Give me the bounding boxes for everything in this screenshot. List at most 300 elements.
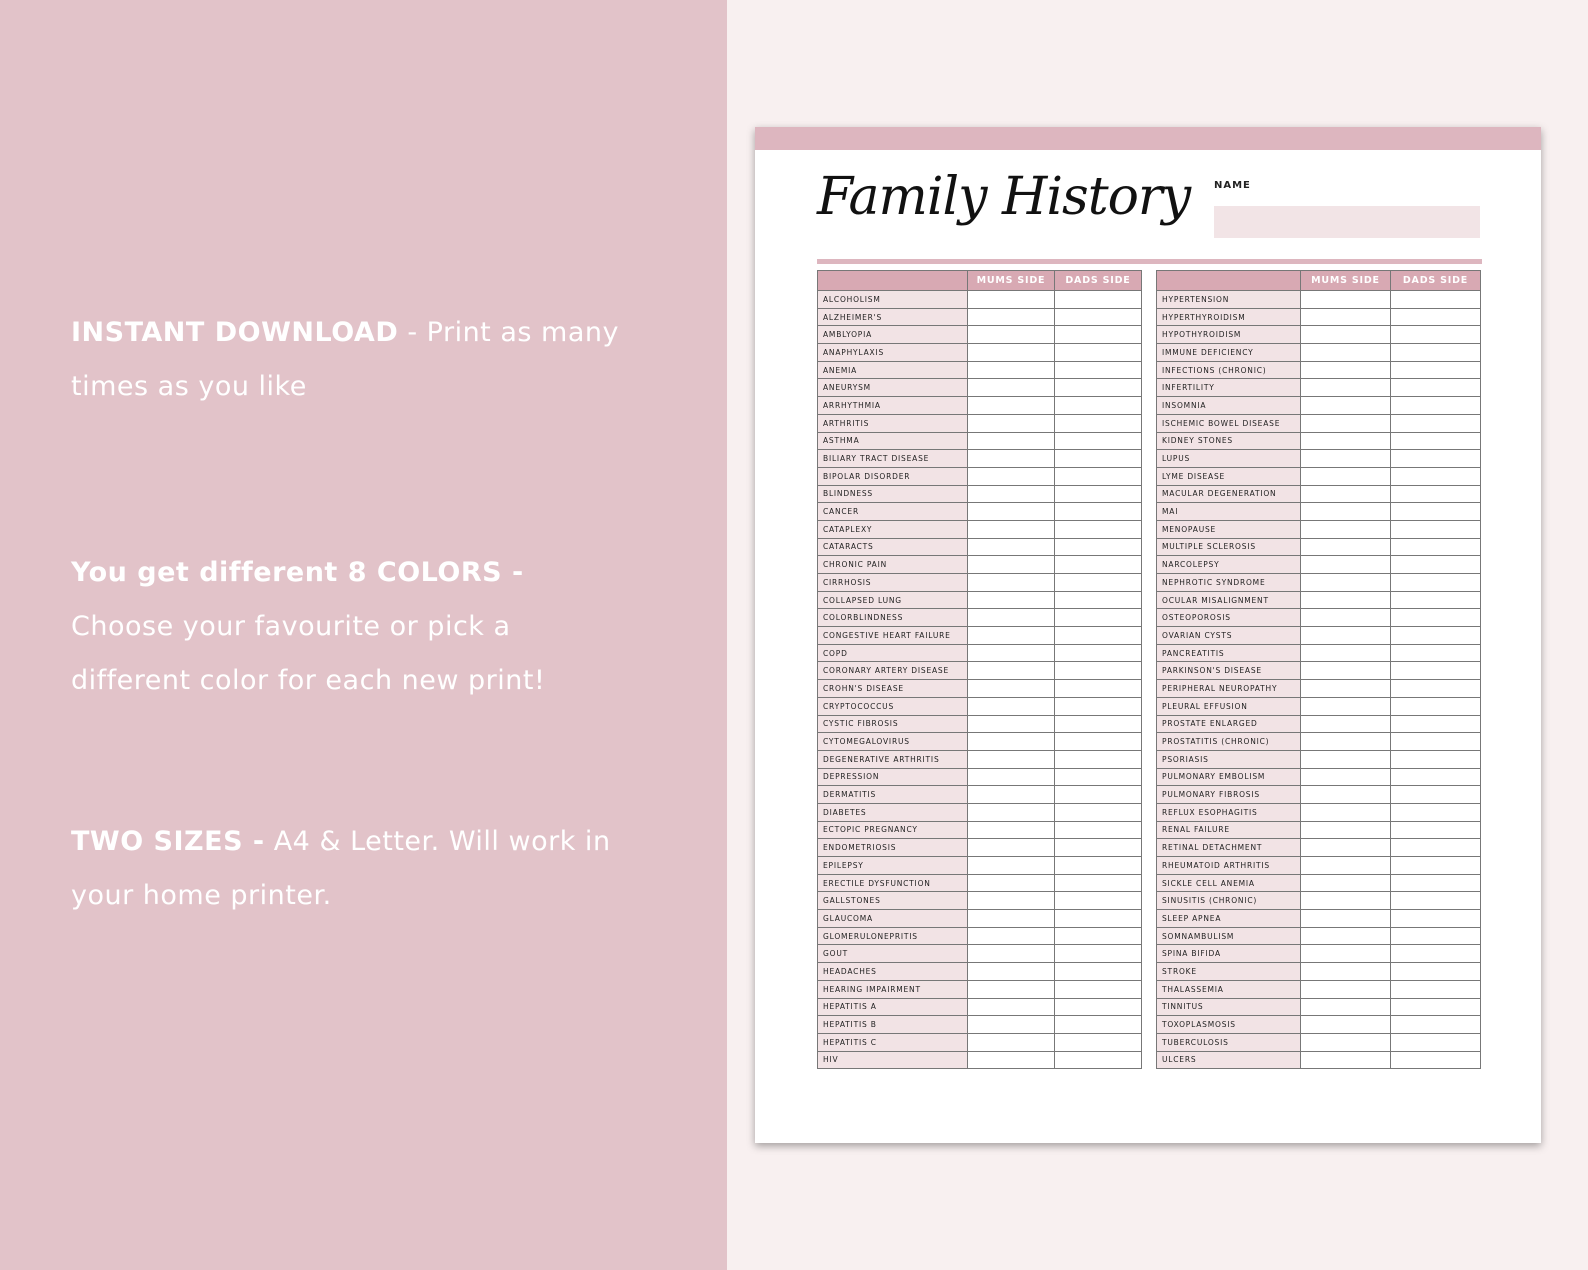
mums-side-cell[interactable] <box>1301 803 1391 821</box>
condition-label: CORONARY ARTERY DISEASE <box>818 662 968 680</box>
condition-label: INFERTILITY <box>1157 379 1301 397</box>
dads-side-cell[interactable] <box>1055 803 1142 821</box>
table-row <box>818 927 1142 945</box>
condition-label: BILIARY TRACT DISEASE <box>818 450 968 468</box>
dads-side-cell[interactable] <box>1391 697 1481 715</box>
mums-side-cell[interactable] <box>968 520 1055 538</box>
dads-side-cell[interactable] <box>1391 538 1481 556</box>
condition-label: ISCHEMIC BOWEL DISEASE <box>1157 414 1301 432</box>
table-row <box>1157 644 1481 662</box>
mums-side-cell[interactable] <box>1301 574 1391 592</box>
promo-colors-title: You get different 8 COLORS - <box>71 557 524 588</box>
dads-side-cell[interactable] <box>1055 520 1142 538</box>
header-mums-side: MUMS SIDE <box>1301 271 1391 291</box>
dads-side-cell[interactable] <box>1055 750 1142 768</box>
dads-side-cell[interactable] <box>1055 344 1142 362</box>
mums-side-cell[interactable] <box>968 308 1055 326</box>
dads-side-cell[interactable] <box>1055 733 1142 751</box>
table-row <box>818 432 1142 450</box>
mums-side-cell[interactable] <box>968 803 1055 821</box>
table-row <box>1157 627 1481 645</box>
condition-label: NEPHROTIC SYNDROME <box>1157 574 1301 592</box>
mums-side-cell[interactable] <box>1301 945 1391 963</box>
mums-side-cell[interactable] <box>968 414 1055 432</box>
mums-side-cell[interactable] <box>1301 857 1391 875</box>
dads-side-cell[interactable] <box>1055 379 1142 397</box>
condition-label: PANCREATITIS <box>1157 644 1301 662</box>
dads-side-cell[interactable] <box>1391 344 1481 362</box>
mums-side-cell[interactable] <box>1301 1016 1391 1034</box>
mums-side-cell[interactable] <box>968 574 1055 592</box>
mums-side-cell[interactable] <box>1301 644 1391 662</box>
printable-sheet <box>755 127 1541 1143</box>
table-row <box>818 344 1142 362</box>
mums-side-cell[interactable] <box>968 538 1055 556</box>
dads-side-cell[interactable] <box>1391 927 1481 945</box>
condition-label: HEARING IMPAIRMENT <box>818 980 968 998</box>
dads-side-cell[interactable] <box>1055 1051 1142 1069</box>
mums-side-cell[interactable] <box>1301 662 1391 680</box>
table-row <box>818 821 1142 839</box>
table-row <box>818 485 1142 503</box>
dads-side-cell[interactable] <box>1391 1033 1481 1051</box>
condition-label: CONGESTIVE HEART FAILURE <box>818 627 968 645</box>
dads-side-cell[interactable] <box>1391 414 1481 432</box>
condition-label: INFECTIONS (CHRONIC) <box>1157 361 1301 379</box>
table-row <box>818 1033 1142 1051</box>
mums-side-cell[interactable] <box>968 821 1055 839</box>
mums-side-cell[interactable] <box>968 291 1055 309</box>
mums-side-cell[interactable] <box>1301 697 1391 715</box>
table-row <box>1157 874 1481 892</box>
dads-side-cell[interactable] <box>1055 662 1142 680</box>
dads-side-cell[interactable] <box>1391 485 1481 503</box>
dads-side-cell[interactable] <box>1055 945 1142 963</box>
dads-side-cell[interactable] <box>1391 963 1481 981</box>
mums-side-cell[interactable] <box>968 326 1055 344</box>
dads-side-cell[interactable] <box>1055 467 1142 485</box>
table-row <box>818 591 1142 609</box>
condition-label: SINUSITIS (CHRONIC) <box>1157 892 1301 910</box>
dads-side-cell[interactable] <box>1391 644 1481 662</box>
dads-side-cell[interactable] <box>1055 432 1142 450</box>
table-row <box>818 733 1142 751</box>
dads-side-cell[interactable] <box>1055 892 1142 910</box>
condition-label: CATARACTS <box>818 538 968 556</box>
mums-side-cell[interactable] <box>968 998 1055 1016</box>
title-divider <box>817 259 1482 264</box>
mums-side-cell[interactable] <box>1301 839 1391 857</box>
dads-side-cell[interactable] <box>1391 1051 1481 1069</box>
dads-side-cell[interactable] <box>1055 450 1142 468</box>
dads-side-cell[interactable] <box>1055 308 1142 326</box>
mums-side-cell[interactable] <box>1301 927 1391 945</box>
mums-side-cell[interactable] <box>968 361 1055 379</box>
condition-label: BLINDNESS <box>818 485 968 503</box>
dads-side-cell[interactable] <box>1055 503 1142 521</box>
condition-label: COLORBLINDNESS <box>818 609 968 627</box>
mums-side-cell[interactable] <box>1301 556 1391 574</box>
table-row <box>1157 892 1481 910</box>
promo-sizes <box>71 815 631 923</box>
dads-side-cell[interactable] <box>1391 768 1481 786</box>
condition-label: STROKE <box>1157 963 1301 981</box>
mums-side-cell[interactable] <box>1301 963 1391 981</box>
condition-label: CANCER <box>818 503 968 521</box>
mums-side-cell[interactable] <box>968 627 1055 645</box>
mums-side-cell[interactable] <box>968 556 1055 574</box>
condition-label: IMMUNE DEFICIENCY <box>1157 344 1301 362</box>
table-row <box>818 467 1142 485</box>
promo-colors <box>71 546 631 708</box>
dads-side-cell[interactable] <box>1391 786 1481 804</box>
dads-side-cell[interactable] <box>1391 874 1481 892</box>
mums-side-cell[interactable] <box>1301 998 1391 1016</box>
dads-side-cell[interactable] <box>1055 574 1142 592</box>
table-row <box>1157 609 1481 627</box>
table-row <box>818 1051 1142 1069</box>
dads-side-cell[interactable] <box>1055 556 1142 574</box>
mums-side-cell[interactable] <box>1301 308 1391 326</box>
table-row <box>818 379 1142 397</box>
dads-side-cell[interactable] <box>1055 361 1142 379</box>
dads-side-cell[interactable] <box>1055 874 1142 892</box>
table-row <box>1157 1033 1481 1051</box>
conditions-table-right <box>1156 270 1481 1069</box>
dads-side-cell[interactable] <box>1391 857 1481 875</box>
condition-label: DEPRESSION <box>818 768 968 786</box>
mums-side-cell[interactable] <box>1301 591 1391 609</box>
table-row <box>1157 998 1481 1016</box>
mums-side-cell[interactable] <box>968 786 1055 804</box>
table-row <box>818 662 1142 680</box>
mums-side-cell[interactable] <box>1301 910 1391 928</box>
condition-label: MAI <box>1157 503 1301 521</box>
mums-side-cell[interactable] <box>968 397 1055 415</box>
dads-side-cell[interactable] <box>1391 803 1481 821</box>
mums-side-cell[interactable] <box>968 768 1055 786</box>
condition-label: ALZHEIMER'S <box>818 308 968 326</box>
condition-label: REFLUX ESOPHAGITIS <box>1157 803 1301 821</box>
name-label: NAME <box>1214 180 1251 191</box>
name-field[interactable] <box>1214 206 1480 238</box>
mums-side-cell[interactable] <box>968 644 1055 662</box>
dads-side-cell[interactable] <box>1391 821 1481 839</box>
mums-side-cell[interactable] <box>968 857 1055 875</box>
table-row <box>1157 910 1481 928</box>
dads-side-cell[interactable] <box>1055 609 1142 627</box>
promo-instant-download-text: - Print as many times as you like <box>71 317 619 402</box>
condition-label: HYPOTHYROIDISM <box>1157 326 1301 344</box>
condition-label: HEPATITIS B <box>818 1016 968 1034</box>
condition-label: ULCERS <box>1157 1051 1301 1069</box>
dads-side-cell[interactable] <box>1391 945 1481 963</box>
table-row <box>818 450 1142 468</box>
mums-side-cell[interactable] <box>968 874 1055 892</box>
dads-side-cell[interactable] <box>1391 432 1481 450</box>
mums-side-cell[interactable] <box>968 980 1055 998</box>
dads-side-cell[interactable] <box>1055 839 1142 857</box>
dads-side-cell[interactable] <box>1391 361 1481 379</box>
condition-label: CHRONIC PAIN <box>818 556 968 574</box>
table-row <box>1157 927 1481 945</box>
condition-label: SOMNAMBULISM <box>1157 927 1301 945</box>
mums-side-cell[interactable] <box>1301 680 1391 698</box>
mums-side-cell[interactable] <box>968 750 1055 768</box>
mums-side-cell[interactable] <box>1301 326 1391 344</box>
condition-label: PULMONARY FIBROSIS <box>1157 786 1301 804</box>
dads-side-cell[interactable] <box>1055 927 1142 945</box>
dads-side-cell[interactable] <box>1055 1016 1142 1034</box>
table-row <box>818 644 1142 662</box>
dads-side-cell[interactable] <box>1391 715 1481 733</box>
mums-side-cell[interactable] <box>968 892 1055 910</box>
mums-side-cell[interactable] <box>1301 821 1391 839</box>
dads-side-cell[interactable] <box>1055 644 1142 662</box>
condition-label: AMBLYOPIA <box>818 326 968 344</box>
table-row <box>818 715 1142 733</box>
dads-side-cell[interactable] <box>1391 609 1481 627</box>
table-row <box>1157 715 1481 733</box>
table-row <box>1157 485 1481 503</box>
table-row <box>818 839 1142 857</box>
mums-side-cell[interactable] <box>968 591 1055 609</box>
mums-side-cell[interactable] <box>1301 786 1391 804</box>
dads-side-cell[interactable] <box>1391 326 1481 344</box>
dads-side-cell[interactable] <box>1055 998 1142 1016</box>
table-row <box>818 945 1142 963</box>
dads-side-cell[interactable] <box>1391 892 1481 910</box>
dads-side-cell[interactable] <box>1055 963 1142 981</box>
condition-label: SICKLE CELL ANEMIA <box>1157 874 1301 892</box>
condition-label: CRYPTOCOCCUS <box>818 697 968 715</box>
mums-side-cell[interactable] <box>968 344 1055 362</box>
mums-side-cell[interactable] <box>1301 627 1391 645</box>
dads-side-cell[interactable] <box>1055 821 1142 839</box>
condition-label: CYTOMEGALOVIRUS <box>818 733 968 751</box>
condition-label: LUPUS <box>1157 450 1301 468</box>
mums-side-cell[interactable] <box>968 733 1055 751</box>
mums-side-cell[interactable] <box>968 662 1055 680</box>
condition-label: MULTIPLE SCLEROSIS <box>1157 538 1301 556</box>
mums-side-cell[interactable] <box>1301 503 1391 521</box>
condition-label: OVARIAN CYSTS <box>1157 627 1301 645</box>
condition-label: CYSTIC FIBROSIS <box>818 715 968 733</box>
sheet-title: Family History <box>817 167 1191 227</box>
condition-label: HEPATITIS C <box>818 1033 968 1051</box>
condition-label: PARKINSON'S DISEASE <box>1157 662 1301 680</box>
table-row <box>1157 980 1481 998</box>
table-row <box>1157 680 1481 698</box>
mums-side-cell[interactable] <box>968 1033 1055 1051</box>
mums-side-cell[interactable] <box>1301 715 1391 733</box>
table-body-left <box>818 291 1142 1069</box>
mums-side-cell[interactable] <box>1301 344 1391 362</box>
mums-side-cell[interactable] <box>968 1016 1055 1034</box>
dads-side-cell[interactable] <box>1055 980 1142 998</box>
condition-label: GOUT <box>818 945 968 963</box>
mums-side-cell[interactable] <box>1301 379 1391 397</box>
table-row <box>818 361 1142 379</box>
dads-side-cell[interactable] <box>1391 680 1481 698</box>
mums-side-cell[interactable] <box>968 467 1055 485</box>
dads-side-cell[interactable] <box>1055 715 1142 733</box>
table-row <box>1157 379 1481 397</box>
table-row <box>818 963 1142 981</box>
condition-label: GLAUCOMA <box>818 910 968 928</box>
dads-side-cell[interactable] <box>1055 786 1142 804</box>
mums-side-cell[interactable] <box>1301 1033 1391 1051</box>
dads-side-cell[interactable] <box>1055 768 1142 786</box>
condition-label: ARTHRITIS <box>818 414 968 432</box>
mums-side-cell[interactable] <box>1301 1051 1391 1069</box>
condition-label: CATAPLEXY <box>818 520 968 538</box>
table-row <box>1157 344 1481 362</box>
table-row <box>818 397 1142 415</box>
table-row <box>1157 556 1481 574</box>
dads-side-cell[interactable] <box>1391 503 1481 521</box>
mums-side-cell[interactable] <box>1301 538 1391 556</box>
mums-side-cell[interactable] <box>1301 768 1391 786</box>
dads-side-cell[interactable] <box>1055 1033 1142 1051</box>
table-row <box>1157 520 1481 538</box>
mums-side-cell[interactable] <box>1301 520 1391 538</box>
table-header-row <box>1157 271 1481 291</box>
table-row <box>1157 768 1481 786</box>
header-dads-side: DADS SIDE <box>1391 271 1481 291</box>
dads-side-cell[interactable] <box>1391 998 1481 1016</box>
mums-side-cell[interactable] <box>968 697 1055 715</box>
dads-side-cell[interactable] <box>1391 910 1481 928</box>
mums-side-cell[interactable] <box>968 945 1055 963</box>
table-row <box>1157 414 1481 432</box>
dads-side-cell[interactable] <box>1391 308 1481 326</box>
table-row <box>818 308 1142 326</box>
mums-side-cell[interactable] <box>1301 414 1391 432</box>
condition-label: MACULAR DEGENERATION <box>1157 485 1301 503</box>
dads-side-cell[interactable] <box>1055 591 1142 609</box>
dads-side-cell[interactable] <box>1391 1016 1481 1034</box>
mums-side-cell[interactable] <box>1301 980 1391 998</box>
condition-label: DERMATITIS <box>818 786 968 804</box>
mums-side-cell[interactable] <box>968 839 1055 857</box>
dads-side-cell[interactable] <box>1055 397 1142 415</box>
table-row <box>1157 591 1481 609</box>
dads-side-cell[interactable] <box>1055 326 1142 344</box>
mums-side-cell[interactable] <box>1301 750 1391 768</box>
dads-side-cell[interactable] <box>1391 556 1481 574</box>
mums-side-cell[interactable] <box>1301 485 1391 503</box>
dads-side-cell[interactable] <box>1055 627 1142 645</box>
dads-side-cell[interactable] <box>1055 697 1142 715</box>
table-row <box>1157 821 1481 839</box>
dads-side-cell[interactable] <box>1391 450 1481 468</box>
mums-side-cell[interactable] <box>968 715 1055 733</box>
dads-side-cell[interactable] <box>1391 591 1481 609</box>
condition-label: KIDNEY STONES <box>1157 432 1301 450</box>
dads-side-cell[interactable] <box>1055 414 1142 432</box>
mums-side-cell[interactable] <box>968 485 1055 503</box>
condition-label: SLEEP APNEA <box>1157 910 1301 928</box>
dads-side-cell[interactable] <box>1391 839 1481 857</box>
mums-side-cell[interactable] <box>968 609 1055 627</box>
mums-side-cell[interactable] <box>968 1051 1055 1069</box>
condition-label: LYME DISEASE <box>1157 467 1301 485</box>
dads-side-cell[interactable] <box>1055 680 1142 698</box>
table-row <box>1157 839 1481 857</box>
dads-side-cell[interactable] <box>1055 857 1142 875</box>
table-row <box>1157 308 1481 326</box>
table-row <box>1157 291 1481 309</box>
mums-side-cell[interactable] <box>968 450 1055 468</box>
condition-label: OCULAR MISALIGNMENT <box>1157 591 1301 609</box>
promo-instant-download <box>71 306 631 414</box>
table-row <box>818 803 1142 821</box>
condition-label: SPINA BIFIDA <box>1157 945 1301 963</box>
dads-side-cell[interactable] <box>1055 910 1142 928</box>
mums-side-cell[interactable] <box>1301 361 1391 379</box>
conditions-table-left <box>817 270 1142 1069</box>
dads-side-cell[interactable] <box>1391 627 1481 645</box>
mums-side-cell[interactable] <box>1301 892 1391 910</box>
condition-label: RHEUMATOID ARTHRITIS <box>1157 857 1301 875</box>
dads-side-cell[interactable] <box>1055 538 1142 556</box>
mums-side-cell[interactable] <box>968 432 1055 450</box>
mums-side-cell[interactable] <box>968 963 1055 981</box>
mums-side-cell[interactable] <box>1301 291 1391 309</box>
promo-sizes-text: A4 & Letter. Will work in your home printer. <box>71 826 611 911</box>
table-row <box>818 574 1142 592</box>
header-mums-side: MUMS SIDE <box>968 271 1055 291</box>
mums-side-cell[interactable] <box>968 927 1055 945</box>
table-row <box>818 786 1142 804</box>
table-row <box>818 874 1142 892</box>
condition-label: BIPOLAR DISORDER <box>818 467 968 485</box>
dads-side-cell[interactable] <box>1391 662 1481 680</box>
mums-side-cell[interactable] <box>1301 609 1391 627</box>
dads-side-cell[interactable] <box>1055 485 1142 503</box>
table-row <box>1157 450 1481 468</box>
mums-side-cell[interactable] <box>1301 874 1391 892</box>
dads-side-cell[interactable] <box>1391 467 1481 485</box>
table-row <box>1157 857 1481 875</box>
dads-side-cell[interactable] <box>1391 750 1481 768</box>
dads-side-cell[interactable] <box>1391 980 1481 998</box>
mums-side-cell[interactable] <box>1301 733 1391 751</box>
condition-label: CIRRHOSIS <box>818 574 968 592</box>
mums-side-cell[interactable] <box>1301 432 1391 450</box>
mums-side-cell[interactable] <box>1301 450 1391 468</box>
condition-label: HYPERTHYROIDISM <box>1157 308 1301 326</box>
table-row <box>1157 803 1481 821</box>
dads-side-cell[interactable] <box>1391 574 1481 592</box>
table-row <box>818 857 1142 875</box>
dads-side-cell[interactable] <box>1391 291 1481 309</box>
dads-side-cell[interactable] <box>1055 291 1142 309</box>
mums-side-cell[interactable] <box>968 680 1055 698</box>
dads-side-cell[interactable] <box>1391 397 1481 415</box>
dads-side-cell[interactable] <box>1391 733 1481 751</box>
mums-side-cell[interactable] <box>1301 397 1391 415</box>
dads-side-cell[interactable] <box>1391 520 1481 538</box>
mums-side-cell[interactable] <box>968 910 1055 928</box>
mums-side-cell[interactable] <box>968 503 1055 521</box>
condition-label: INSOMNIA <box>1157 397 1301 415</box>
condition-label: PROSTATE ENLARGED <box>1157 715 1301 733</box>
mums-side-cell[interactable] <box>968 379 1055 397</box>
mums-side-cell[interactable] <box>1301 467 1391 485</box>
dads-side-cell[interactable] <box>1391 379 1481 397</box>
